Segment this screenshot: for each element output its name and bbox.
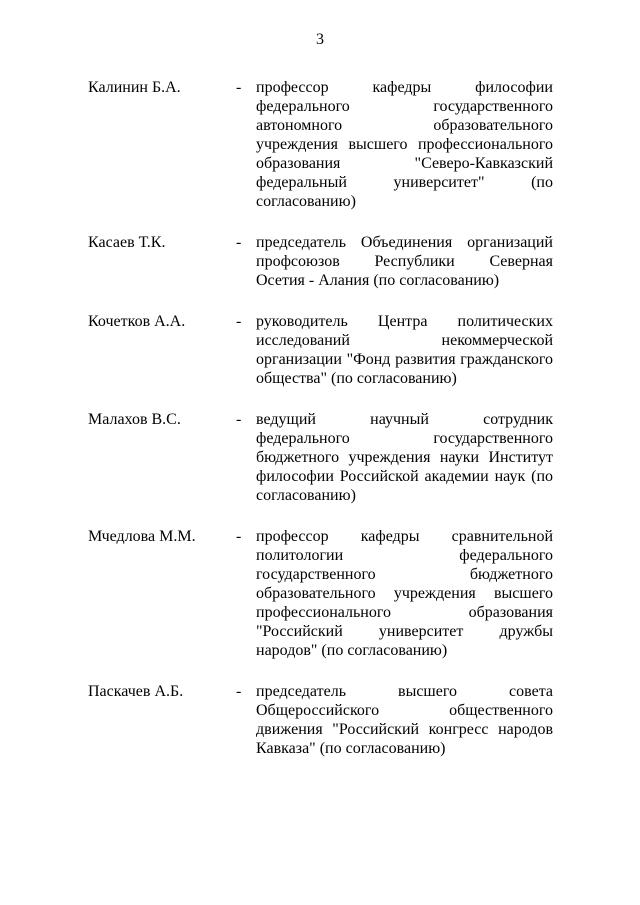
description-line: федерального государственного <box>256 430 553 447</box>
member-name: Мчедлова М.М. <box>88 528 196 545</box>
description-line: федерального государственного <box>256 98 553 115</box>
description-line: профессор кафедры философии <box>256 79 553 96</box>
member-dash: - <box>236 313 242 330</box>
description-line: образования "Северо-Кавказский <box>256 155 553 172</box>
description-line: исследований некоммерческой <box>256 332 553 349</box>
member-name: Касаев Т.К. <box>88 234 166 251</box>
member-entry-malakhov <box>0 410 640 505</box>
description-line: Общероссийского общественного <box>256 702 553 719</box>
description-line: Осетия - Алания (по согласованию) <box>256 272 500 289</box>
member-dash: - <box>236 79 242 96</box>
description-line: автономного образовательного <box>256 117 553 134</box>
description-line: бюджетного учреждения науки Институт <box>256 449 553 466</box>
description-line: учреждения высшего профессионального <box>256 136 553 153</box>
member-entry-kasaev <box>0 233 640 290</box>
description-line: ведущий научный сотрудник <box>256 411 553 428</box>
description-line: профессионального образования <box>256 604 553 621</box>
description-line: Кавказа" (по согласованию) <box>256 740 446 757</box>
member-description <box>256 312 553 388</box>
member-entry-kalinin <box>0 78 640 211</box>
members-list <box>0 78 640 780</box>
member-name: Паскачев А.Б. <box>88 683 184 700</box>
description-line: "Российский университет дружбы <box>256 623 553 640</box>
description-line: народов" (по согласованию) <box>256 642 448 659</box>
member-description <box>256 527 553 660</box>
description-line: председатель высшего совета <box>256 683 553 700</box>
description-line: политологии федерального <box>256 547 553 564</box>
description-line: движения "Российский конгресс народов <box>256 721 553 738</box>
member-dash: - <box>236 683 242 700</box>
description-line: профсоюзов Республики Северная <box>256 253 553 270</box>
member-description <box>256 78 553 211</box>
description-line: согласованию) <box>256 193 356 210</box>
page-number: 3 <box>316 31 324 48</box>
description-line: согласованию) <box>256 487 356 504</box>
member-description <box>256 410 553 505</box>
member-dash: - <box>236 411 242 428</box>
description-line: государственного бюджетного <box>256 566 553 583</box>
description-line: председатель Объединения организаций <box>256 234 553 251</box>
member-dash: - <box>236 528 242 545</box>
description-line: общества" (по согласованию) <box>256 370 457 387</box>
member-dash: - <box>236 234 242 251</box>
member-name: Кочетков А.А. <box>88 313 186 330</box>
description-line: образовательного учреждения высшего <box>256 585 553 602</box>
member-description <box>256 682 553 758</box>
member-entry-paskachev <box>0 682 640 758</box>
description-line: философии Российской академии наук (по <box>256 468 553 485</box>
member-name: Калинин Б.А. <box>88 79 181 96</box>
description-line: профессор кафедры сравнительной <box>256 528 553 545</box>
member-name: Малахов В.С. <box>88 411 181 428</box>
member-entry-mchedlova <box>0 527 640 660</box>
description-line: руководитель Центра политических <box>256 313 553 330</box>
member-entry-kochetkov <box>0 312 640 388</box>
description-line: организации "Фонд развития гражданского <box>256 351 553 368</box>
description-line: федеральный университет" (по <box>256 174 553 191</box>
member-description <box>256 233 553 290</box>
